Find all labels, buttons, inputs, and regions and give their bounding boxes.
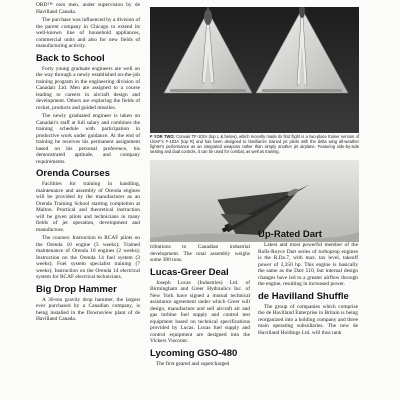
delta-jets-image	[150, 7, 359, 133]
caption-lead: F YOR TWO:	[150, 134, 175, 139]
heading-big-drop-hammer: Big Drop Hammer	[36, 283, 117, 295]
heading-orenda-courses: Orenda Courses	[36, 168, 110, 179]
back-to-school-paragraph-1: Forty young graduate engineers are well on the way through a newly established on-the-job training program in the engineering division of Canadair Ltd. Men are assigned to a course leading to careers in aircraft design and development. Others are exploring the fields of rocket, products and guided missiles.	[36, 65, 140, 111]
lycoming-paragraph-1: The first geared and supercharged	[156, 360, 230, 367]
back-to-school-paragraph-2: The newly graduated engineer is taken on Canadair's staff at full salary and combines the training schedule with participation in productive work under guidance. At the end of training he receives his permanent assignment based on his personal preference, his demonstrated aptitude, and company requirements.	[36, 113, 140, 165]
orenda-paragraph-2: The courses: Instruction to RCAF pilots on the Orenda 10 engine (5 weeks); Trained maintenance of Orenda 10 engines (2 weeks); Instruction on the Orenda 14 fuel system (3 weeks); Fuel system specialist training (7 weeks); Instruction on the Orenda 14 electrical system for RCAF electrical technicians.	[36, 235, 140, 280]
heading-up-rated-dart: Up-Rated Dart	[258, 229, 322, 240]
right-column	[258, 226, 358, 338]
up-rated-dart-paragraph-1: Latest and most powerful member of the Rolls-Royce Dart series of turboprop engines is the R.Da.7, with max. tax level, takeoff power of 2,350 hp. This engine is basically the same as the Dart 510, but internal design changes have led to a greater airflow through the engine, resulting in increased power.	[258, 242, 358, 287]
heading-lucas-greer-deal: Lucas-Greer Deal	[150, 266, 229, 278]
intro-paragraph-2: The purchase was influenced by a division of the parent company in Chicago to extend its well-known line of household appliances, commercial units and also for new fields of manufacturing activity.	[36, 17, 140, 49]
lucas-greer-paragraph-1: Joseph Lucas (Industries) Ltd. of Birmingham and Greer Hydraulics Inc. of New York have signed a mutual technical assistance agreement under which Greer will design, manufacture and sell aircraft air and gas turbine fuel supply and control test equipment based on technical specifications provided by Lucas. Lucas fuel supply and control equipment are designed into the Vickers Viscount.	[150, 279, 250, 344]
heading-back-to-school: Back to School	[36, 52, 105, 64]
middle-column	[150, 244, 250, 369]
photo-caption	[150, 134, 359, 154]
photo-delta-jets-in-flight	[150, 7, 359, 133]
heading-dh-shuffle: de Havilland Shuffle	[258, 290, 349, 302]
mid-intro-paragraph: tributions to Canadian industrial development. The total assembly weighs some 300 tons.	[150, 244, 250, 263]
orenda-paragraph-1: Facilities for training in handling, maintenance and assembly of Orenda engines will be provided by the manufacturer as an Orenda Training School starting completion at Malton. Practical and theoretical instruction will be given pilots and technicians in many fields of jet operation, development and manufacture.	[36, 181, 140, 233]
dh-shuffle-paragraph-1: The group of companies which comprise the de Havilland Enterprise in Britain is being reorganized into a holding company and three main operating subsidiaries. The new de Havilland Holdings Ltd. will thus rank	[258, 303, 358, 336]
big-drop-hammer-paragraph-1: A 30-ton gravity drop hammer, the largest ever purchased by a Canadian company, is being installed in the Downsview plant of de Havilland Canada.	[36, 296, 140, 322]
left-column	[36, 2, 140, 325]
intro-paragraph-1: ORD™ own men, under supervision by de Havilland Canada.	[36, 2, 140, 15]
heading-lycoming: Lycoming GSO-480	[150, 347, 238, 359]
caption-text: Convair TF-102A (top L & below), which recently made its first flight is a two-place trainer version of USAF's F-102A (top R) and has been designed to familiarize trained jet pilots with the delta wing all-weather fighter's performance as an integrated weapons rather than simply another jet airplane. Featuring side-by-side seating and dual controls, it can be used for combat, as well as training.	[150, 134, 359, 154]
